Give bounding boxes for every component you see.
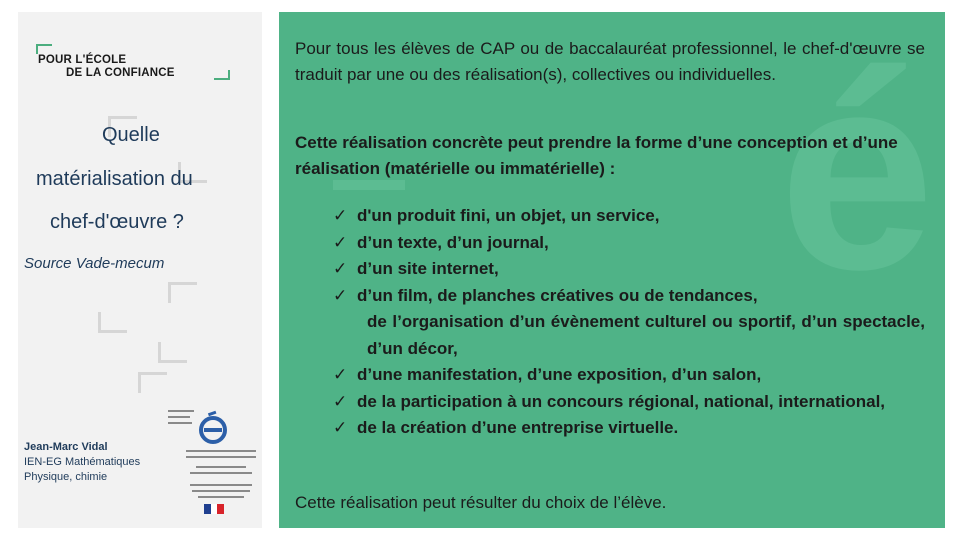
list-item-text: d’une manifestation, d’une exposition, d’un salon, (357, 365, 762, 384)
logo-text-line (168, 410, 194, 412)
list-item-text: d’un site internet, (357, 259, 499, 278)
title-line3: chef-d'œuvre ? (50, 211, 184, 233)
list-item (333, 230, 925, 257)
checkmark-icon: ✓ (333, 285, 348, 305)
list-item (333, 283, 925, 310)
logo-text-line (168, 416, 190, 418)
list-item-text: de la participation à un concours régional, national, international, (357, 391, 886, 411)
logo-text-line (168, 422, 192, 424)
list-item (333, 389, 925, 416)
list-item-text: de la création d’une entreprise virtuelle. (357, 418, 679, 437)
logo-text-line (192, 490, 250, 492)
decor-bracket (158, 342, 187, 363)
decor-bracket (98, 312, 127, 333)
decor-e-shape: é (779, 16, 935, 328)
logo-text-line (190, 484, 252, 486)
list-item (333, 203, 925, 230)
content-panel (279, 12, 945, 528)
realisation-list (333, 203, 925, 442)
checkmark-icon: ✓ (333, 259, 348, 278)
logo-text-line (186, 450, 256, 452)
list-item (333, 362, 925, 389)
lead-paragraph: Cette réalisation concrète peut prendre la forme d’une conception et d’une réalisation (matérielle ou immatérielle) : (295, 133, 898, 178)
decor-bracket (168, 282, 197, 303)
list-item (333, 415, 925, 442)
logo-mark (36, 44, 52, 54)
author-role: IEN-EG Mathématiques (24, 456, 141, 468)
logo-line1: POUR L'ÉCOLE (38, 54, 127, 66)
intro-paragraph: Pour tous les élèves de CAP ou de baccalauréat professionnel, le chef-d'œuvre se traduit par une ou des réalisation(s), collectives ou individuelles. (295, 39, 925, 84)
author-block (24, 440, 140, 485)
logo-text-line (186, 456, 256, 458)
logo-text-line (196, 466, 246, 468)
checkmark-icon: ✓ (333, 391, 348, 411)
logo-text-line (198, 496, 244, 498)
institution-logo (168, 400, 260, 526)
checkmark-icon: ✓ (333, 365, 348, 384)
french-flag-icon (204, 504, 224, 514)
list-item (333, 309, 925, 362)
checkmark-icon: ✓ (333, 418, 348, 437)
checkmark-icon: ✓ (333, 232, 348, 252)
academie-emblem-icon (198, 408, 228, 448)
decor-bracket (138, 372, 167, 393)
checkmark-icon: ✓ (333, 206, 348, 225)
title-line1: Quelle (102, 124, 160, 146)
source-label: Source Vade-mecum (24, 255, 165, 272)
author-subject: Physique, chimie (24, 471, 108, 483)
list-item-text: d’un film, de planches créatives ou de tendances, (357, 285, 758, 305)
author-name: Jean-Marc Vidal (24, 441, 108, 453)
list-item-text: de l’organisation d’un évènement culturel ou sportif, d’un spectacle, d’un décor, (367, 312, 925, 358)
ecole-confiance-logo (36, 30, 236, 90)
logo-text-line (190, 472, 252, 474)
list-item (333, 256, 925, 283)
logo-mark (214, 70, 230, 80)
title-line2: matérialisation du (36, 168, 193, 190)
list-item-text: d’un texte, d’un journal, (357, 232, 549, 252)
list-item-text: d'un produit fini, un objet, un service, (357, 206, 660, 225)
outro-paragraph: Cette réalisation peut résulter du choix de l’élève. (295, 493, 667, 512)
logo-line2: DE LA CONFIANCE (66, 67, 175, 79)
